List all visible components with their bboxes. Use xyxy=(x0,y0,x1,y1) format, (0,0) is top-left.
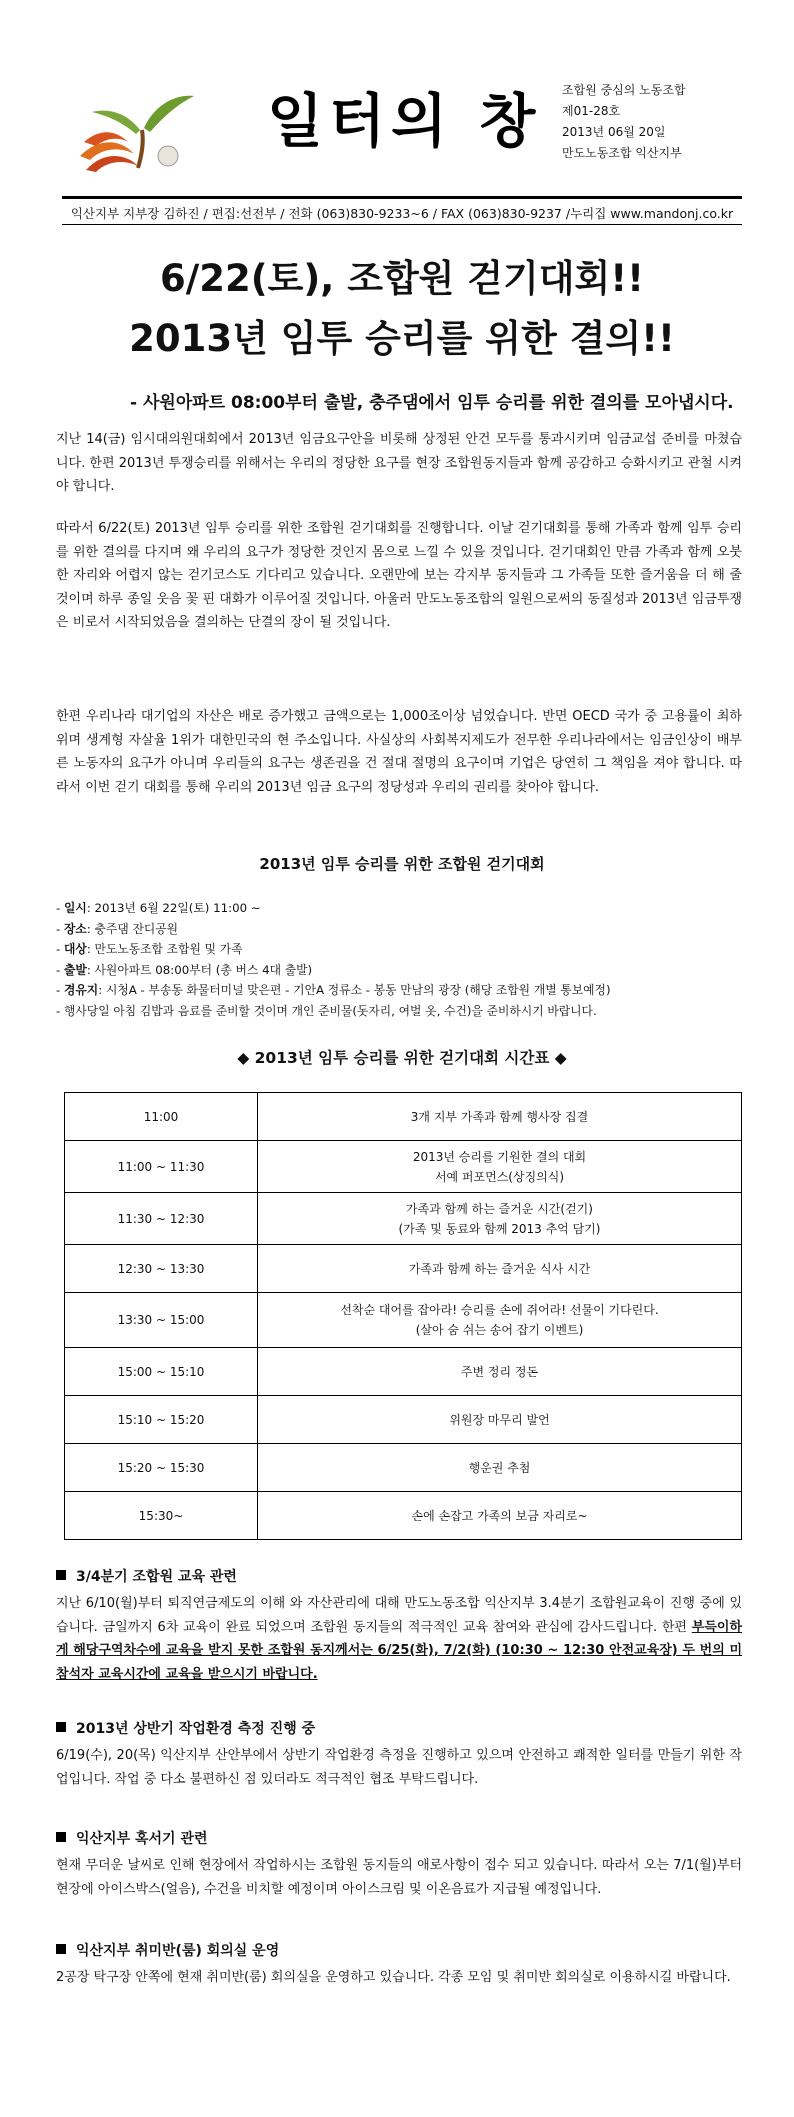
schedule-table xyxy=(64,1092,742,1540)
contact-divider xyxy=(62,224,742,225)
time-cell: 13:30 ~ 15:00 xyxy=(65,1293,258,1348)
program-cell: 2013년 승리를 기원한 결의 대회 서예 퍼포먼스(상징의식) xyxy=(258,1141,742,1193)
bullet-square-icon xyxy=(56,1722,66,1732)
masthead xyxy=(62,66,742,186)
program-cell: 손에 손잡고 가족의 보금 자리로~ xyxy=(258,1492,742,1540)
detail-item: - 대상: 만도노동조합 조합원 및 가족 xyxy=(56,942,243,956)
issue-info xyxy=(562,80,686,164)
table-row xyxy=(65,1245,742,1293)
table-row xyxy=(65,1492,742,1540)
detail-item: - 출발: 사원아파트 08:00부터 (총 버스 4대 출발) xyxy=(56,962,313,977)
detail-item: - 일시: 2013년 6월 22일(토) 11:00 ~ xyxy=(56,901,261,915)
table-row xyxy=(65,1193,742,1245)
program-cell: 행운권 추첨 xyxy=(258,1444,742,1492)
table-row xyxy=(65,1444,742,1492)
section-heading-work-environment: 2013년 상반기 작업환경 측정 진행 중 xyxy=(56,1718,315,1738)
program-cell: 3개 지부 가족과 함께 행사장 집결 xyxy=(258,1093,742,1141)
header-divider xyxy=(62,196,742,199)
issue-number: 제01-28호 xyxy=(562,104,621,118)
program-cell: 선착순 대어를 잡아라! 승리를 손에 쥐어라! 선물이 기다린다. (살아 숨 쉬는 송어 잡기 이벤트) xyxy=(258,1293,742,1348)
section-heading-hobby-room: 익산지부 취미반(룸) 회의실 운영 xyxy=(56,1940,279,1960)
body-paragraph-1: 지난 14(금) 임시대의원대회에서 2013년 임금요구안을 비롯해 상정된 안건 모두를 통과시키며 임금교섭 준비를 마쳤습니다. 한편 2013년 투쟁승리를 위해서는 우리의 정당한 요구를 현장 조합원동지들과 함께 공감하고 승화시키고 관철 시켜야 합니다. xyxy=(56,432,742,494)
section-text-work-environment: 6/19(수), 20(목) 익산지부 산안부에서 상반기 작업환경 측정을 진행하고 있으며 안전하고 쾌적한 일터를 만들기 위한 작업입니다. 작업 중 다소 불편하신 점 있더라도 적극적인 협조 부탁드립니다. xyxy=(56,1748,742,1787)
time-cell: 11:30 ~ 12:30 xyxy=(65,1193,258,1245)
time-cell: 15:00 ~ 15:10 xyxy=(65,1348,258,1396)
time-cell: 11:00 xyxy=(65,1093,258,1141)
program-cell: 위원장 마무리 발언 xyxy=(258,1396,742,1444)
headline-line-1: 6/22(토), 조합원 걷기대회!! xyxy=(159,257,645,300)
section-text-hobby-room: 2공장 탁구장 안쪽에 현재 취미반(룸) 회의실을 운영하고 있습니다. 각종 모임 및 취미반 회의실로 이용하시길 바랍니다. xyxy=(56,1970,731,1985)
bullet-square-icon xyxy=(56,1944,66,1954)
union-logo-icon xyxy=(78,72,198,172)
body-paragraph-2: 따라서 6/22(토) 2013년 임투 승리를 위한 조합원 걷기대회를 진행합니다. 이날 걷기대회를 통해 가족과 함께 임투 승리를 위한 결의를 다지며 왜 우리의 요구가 정당한 것인지 몸으로 느낄 수 있을 것입니다. 걷기대회인 만큼 가족과 함께 오붓한 자리와 어렵지 않는 걷기코스도 기다리고 있습니다. 오랜만에 보는 각지부 동지들과 그 가족들 또한 즐거움을 더 해 줄 것이며 하루 종일 웃음 꽃 핀 대화가 이루어질 것입니다. 아울러 만도노동조합의 일원으로써의 동질성과 2013년 임금투쟁은 비로서 시작되었음을 결의하는 단결의 장이 될 것입니다. xyxy=(56,521,742,630)
time-cell: 11:00 ~ 11:30 xyxy=(65,1141,258,1193)
bullet-square-icon xyxy=(56,1570,66,1580)
program-cell: 주변 정리 정돈 xyxy=(258,1348,742,1396)
event-title: 2013년 임투 승리를 위한 조합원 걷기대회 xyxy=(259,855,545,873)
section-heading-education: 3/4분기 조합원 교육 관련 xyxy=(56,1566,237,1586)
issue-publisher: 만도노동조합 익산지부 xyxy=(562,146,682,160)
table-row xyxy=(65,1293,742,1348)
bullet-square-icon xyxy=(56,1832,66,1842)
table-row xyxy=(65,1093,742,1141)
education-notice-emphasis: 부득이하게 해당구역차수에 교육을 받지 못한 조합원 동지께서는 6/25(화), 7/2(화) (10:30 ~ 12:30 안전교육장) 두 번의 미 참석자 교육시간에 교육을 받으시기 바랍니다. xyxy=(56,1619,742,1682)
detail-item: - 행사당일 아침 김밥과 음료를 준비할 것이며 개인 준비물(돗자리, 여벌 옷, 수건)을 준비하시기 바랍니다. xyxy=(56,1003,597,1018)
table-row xyxy=(65,1141,742,1193)
issue-date: 2013년 06월 20일 xyxy=(562,125,666,139)
program-cell: 가족과 함께 하는 즐거운 식사 시간 xyxy=(258,1245,742,1293)
time-cell: 15:10 ~ 15:20 xyxy=(65,1396,258,1444)
program-cell: 가족과 함께 하는 즐거운 시간(걷기) (가족 및 동료와 함께 2013 추억 담기) xyxy=(258,1193,742,1245)
issue-slogan: 조합원 중심의 노동조합 xyxy=(562,83,686,97)
event-details xyxy=(56,898,746,1021)
section-heading-summer: 익산지부 혹서기 관련 xyxy=(56,1828,207,1848)
section-text-education: 지난 6/10(월)부터 퇴직연금제도의 이해 와 자산관리에 대해 만도노동조합 익산지부 3.4분기 조합원교육이 진행 중에 있습니다. 금일까지 6차 교육이 완료 되었으며 조합원 동지들의 적극적인 교육 참여와 관심에 감사드립니다. 한편 부득이하게 해당구역차수에 교육을 받지 못한 조합원 동지께서는 6/25(화), 7/2(화) (10:30 ~ 12:30 안전교육장) 두 번의 미 참석자 교육시간에 교육을 받으시기 바랍니다. xyxy=(56,1596,742,1682)
table-row xyxy=(65,1396,742,1444)
section-text-summer: 현재 무더운 날씨로 인해 현장에서 작업하시는 조합원 동지들의 애로사항이 접수 되고 있습니다. 따라서 오는 7/1(월)부터 현장에 아이스박스(얼음), 수건을 비치할 예정이며 아이스크림 및 이온음료가 지급될 예정입니다. xyxy=(56,1858,742,1897)
detail-item: - 경유지: 시청A - 부송동 화물터미널 맞은편 - 기안A 정류소 - 봉동 만남의 광장 (해당 조합원 개별 통보예정) xyxy=(56,983,611,997)
time-cell: 12:30 ~ 13:30 xyxy=(65,1245,258,1293)
headline-line-2: 2013년 임투 승리를 위한 결의!! xyxy=(129,317,675,360)
body-paragraph-3: 한편 우리나라 대기업의 자산은 배로 증가했고 금액으로는 1,000조이상 넘었습니다. 반면 OECD 국가 중 고용률이 최하위며 생계형 자살율 1위가 대한민국의 현 주소입니다. 사실상의 사회복지제도가 전무한 우리나라에서는 임금인상이 배부른 노동자의 요구가 아니며 우리들의 요구는 생존권을 건 절대 절명의 요구이며 기업은 당연히 그 책임을 져야 합니다. 따라서 이번 걷기 대회를 통해 우리의 2013년 임금 요구의 정당성과 우리의 권리를 찾아야 합니다. xyxy=(56,709,742,795)
time-cell: 15:30~ xyxy=(65,1492,258,1540)
schedule-title: ◆ 2013년 임투 승리를 위한 걷기대회 시간표 ◆ xyxy=(237,1049,567,1067)
newsletter-title: 일터의 창 xyxy=(267,87,542,155)
contact-line: 익산지부 지부장 김하진 / 편집:선전부 / 전화 (063)830-9233~6 / FAX (063)830-9237 /누리집 www.mandonj.co.kr xyxy=(70,206,734,221)
subheadline: - 사원아파트 08:00부터 출발, 충주댐에서 임투 승리를 위한 결의를 모아냅시다. xyxy=(130,393,734,413)
time-cell: 15:20 ~ 15:30 xyxy=(65,1444,258,1492)
table-row xyxy=(65,1348,742,1396)
detail-item: - 장소: 충주댐 잔디공원 xyxy=(56,921,179,936)
